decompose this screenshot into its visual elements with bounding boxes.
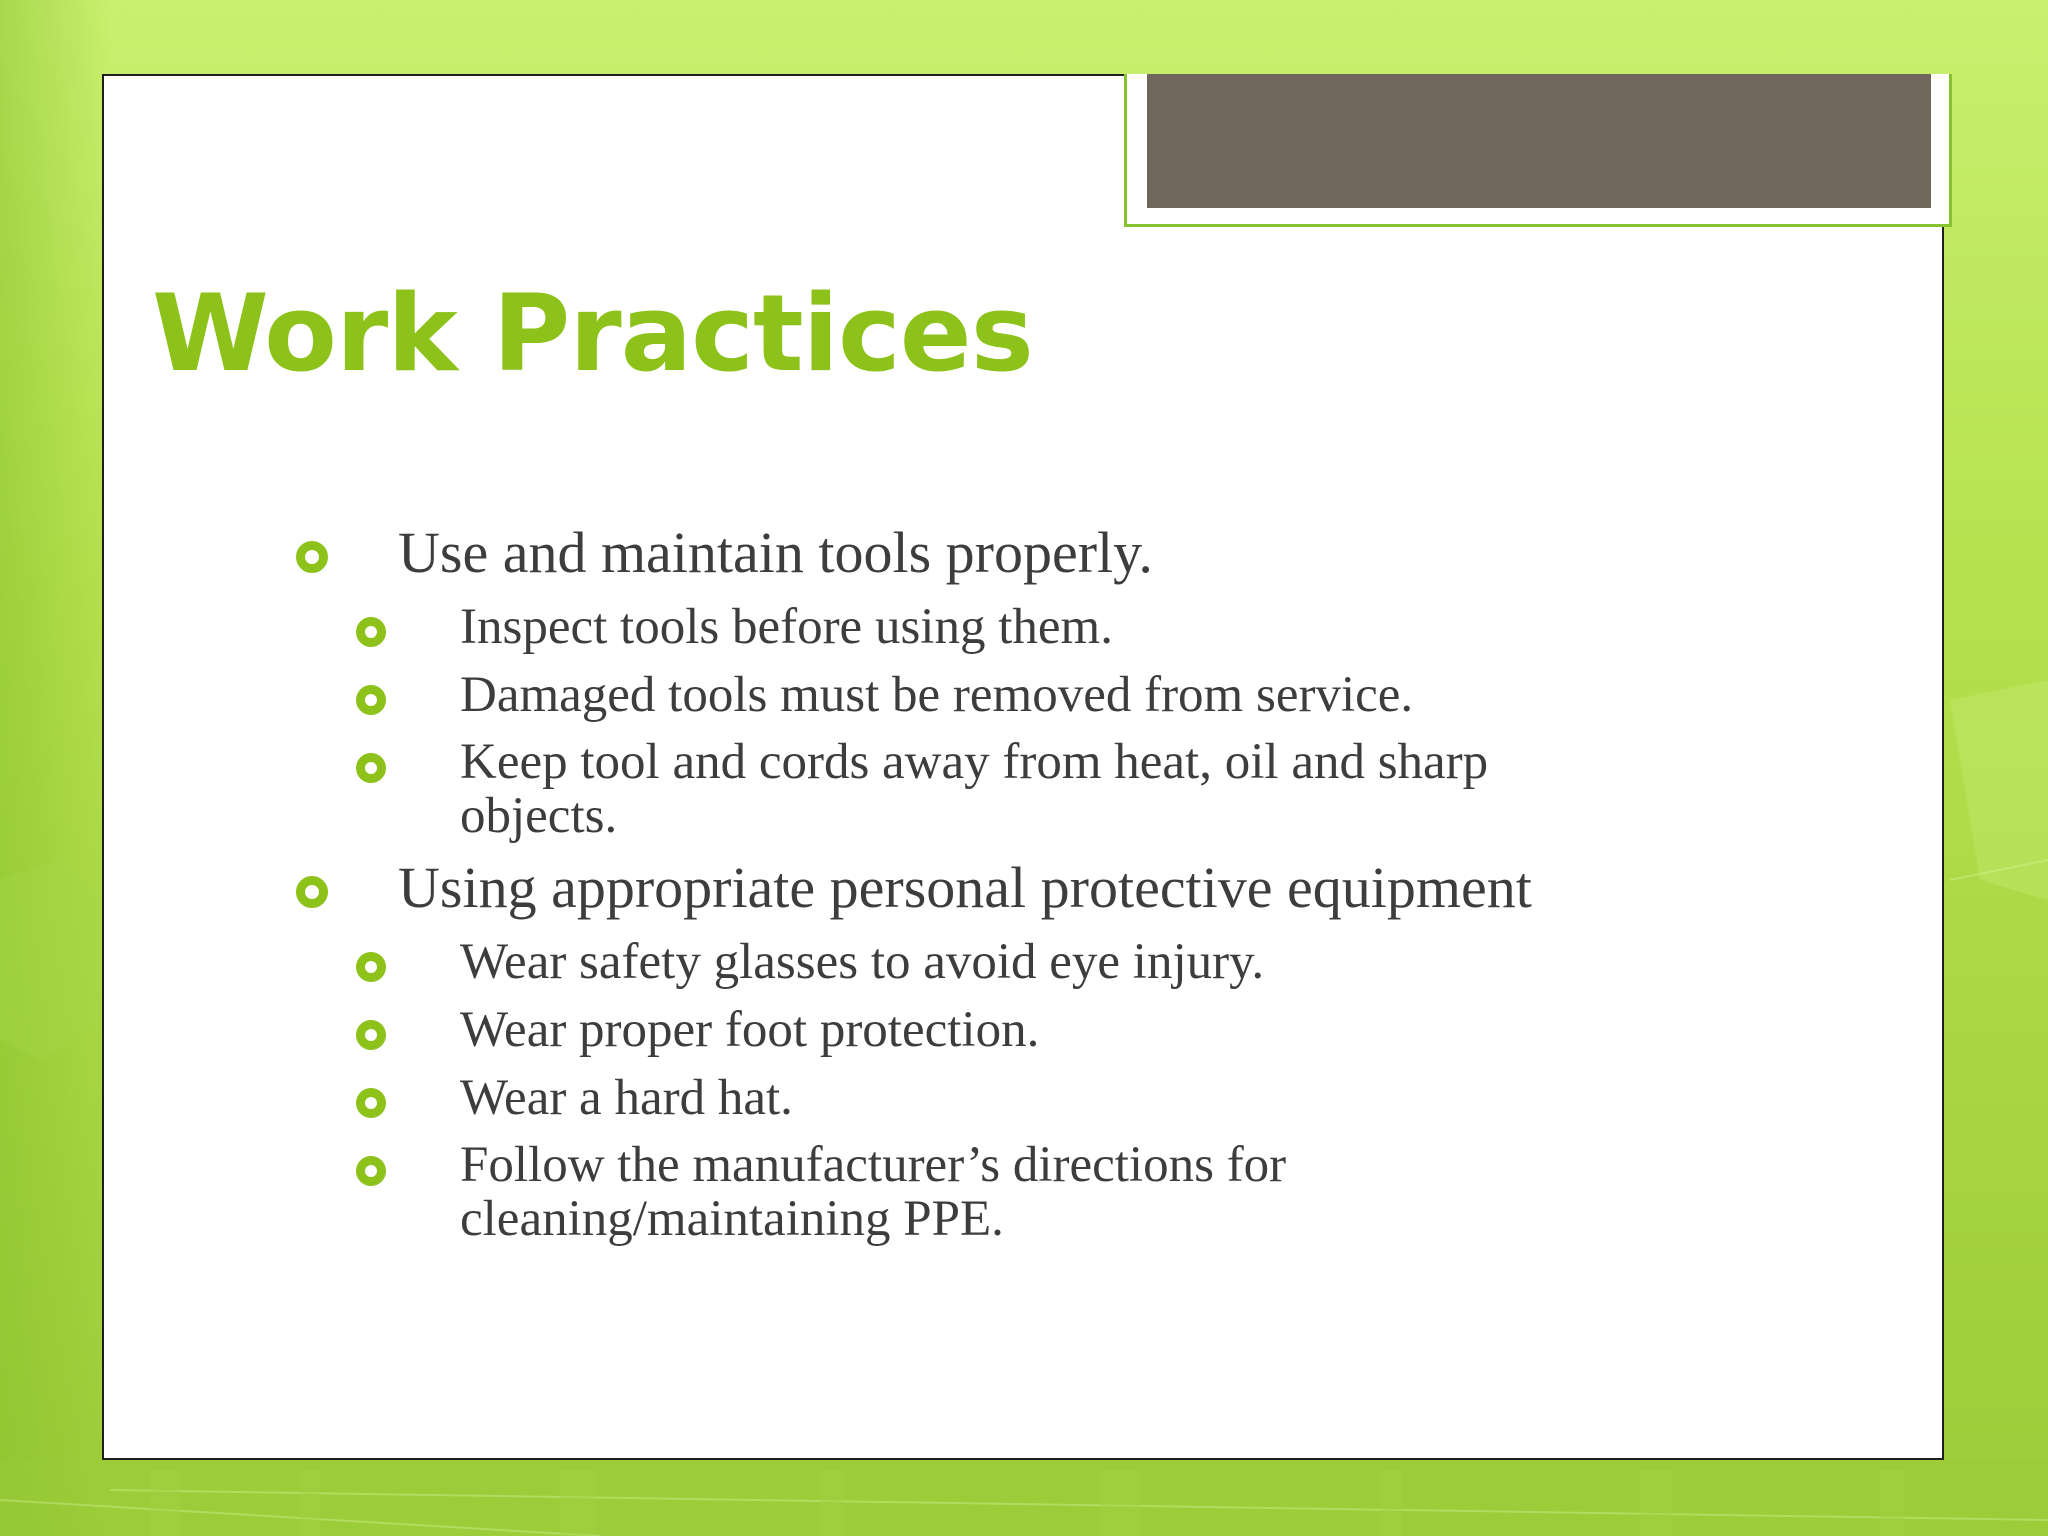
bullet-text: Use and maintain tools properly. — [398, 520, 1153, 585]
ring-bullet-icon — [356, 753, 386, 783]
sub-bullet-text: Inspect tools before using them. — [460, 599, 1113, 655]
header-decoration-block — [1147, 74, 1931, 208]
ring-bullet-icon — [356, 617, 386, 647]
sub-bullet-text-line: objects. — [460, 788, 618, 844]
sub-bullet-text-line: Follow the manufacturer’s directions for — [460, 1137, 1287, 1193]
bullet-text: Using appropriate personal protective equipment — [398, 855, 1532, 920]
sub-bullet-text: Wear a hard hat. — [460, 1070, 793, 1126]
ring-bullet-icon — [356, 685, 386, 715]
header-decoration-frame — [1124, 74, 1952, 227]
ring-bullet-icon — [296, 876, 328, 908]
sub-bullet-text — [460, 735, 1488, 843]
ring-bullet-icon — [296, 541, 328, 573]
sub-bullet-text: Wear proper foot protection. — [460, 1002, 1040, 1058]
ring-bullet-icon — [356, 952, 386, 982]
sub-bullet-text-line: cleaning/maintaining PPE. — [460, 1191, 1004, 1247]
sub-bullet-text-line: Keep tool and cords away from heat, oil and sharp — [460, 734, 1489, 790]
ring-bullet-icon — [356, 1020, 386, 1050]
sub-bullet-text: Wear safety glasses to avoid eye injury. — [460, 934, 1265, 990]
slide-title: Work Practices — [152, 272, 1033, 395]
ring-bullet-icon — [356, 1156, 386, 1186]
sub-bullet-text: Damaged tools must be removed from service. — [460, 667, 1414, 723]
ring-bullet-icon — [356, 1088, 386, 1118]
sub-bullet-text — [460, 1138, 1286, 1246]
